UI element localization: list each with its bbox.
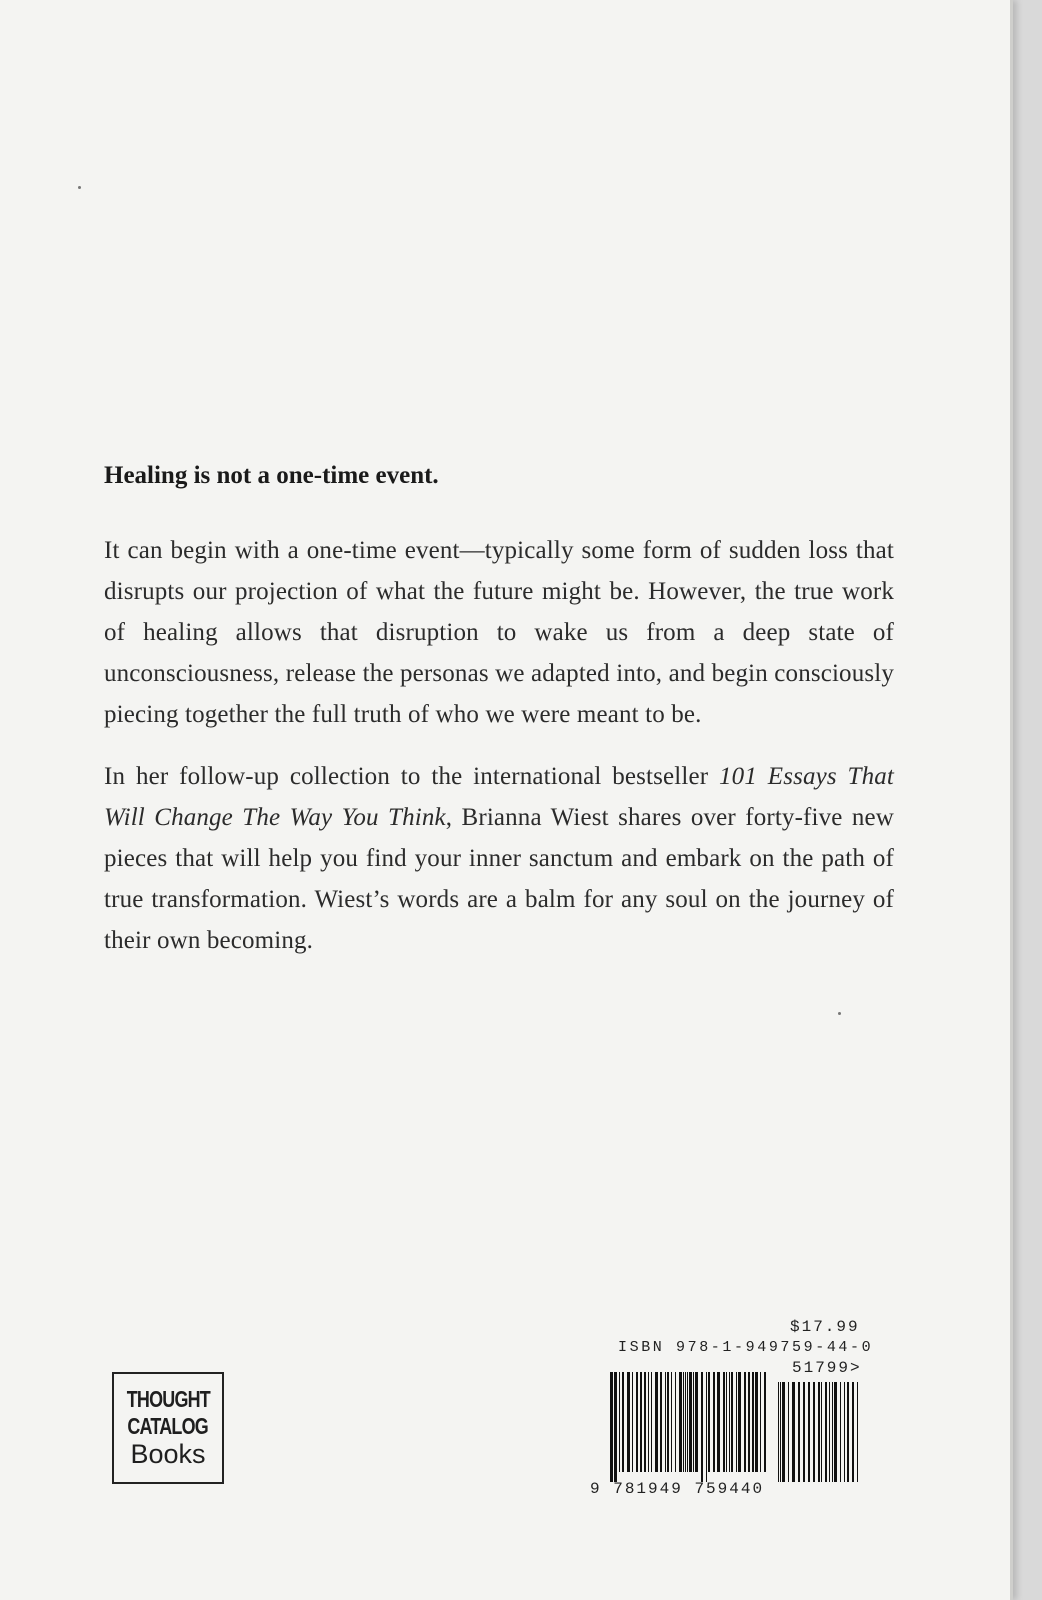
paragraph-2-rest: , Brianna Wiest shares over forty-five new pieces that will help you find your inner sanctum and embark on the path of true transformation. Wiest’s words are a balm for any soul on the journey of their own becoming. — [104, 804, 894, 954]
barcode-bar — [798, 1382, 800, 1482]
barcode-bar — [780, 1382, 781, 1482]
barcode-bar — [782, 1382, 785, 1482]
barcode-bar — [689, 1372, 692, 1472]
barcode-bar — [852, 1382, 854, 1482]
barcode-bar — [648, 1372, 649, 1472]
paper-speck — [838, 1012, 841, 1015]
barcode-bar — [764, 1372, 766, 1472]
barcode-bar — [808, 1382, 810, 1482]
blurb-paragraph-1: It can begin with a one-time event—typically some form of sudden loss that disrupts our projection of what the future might be. However, the true work of healing allows that disruption to wake us from a deep state of unconsciousness, release the personas we adapted into, and begin consciously piecing together the full truth of who we were meant to be. — [104, 537, 894, 728]
barcode-bar — [723, 1372, 725, 1472]
barcode-bar — [788, 1382, 789, 1482]
barcode-bar — [695, 1372, 698, 1472]
barcode-bar — [614, 1372, 617, 1482]
barcode-bar — [832, 1382, 833, 1482]
barcode-bar — [818, 1382, 820, 1482]
barcode-bar — [636, 1372, 638, 1472]
barcode-bar — [744, 1372, 746, 1472]
barcode-bar — [701, 1372, 703, 1482]
barcode-bar — [752, 1372, 754, 1472]
barcode-bar — [685, 1372, 686, 1472]
barcode-bar — [644, 1372, 646, 1472]
barcode-bar — [844, 1382, 845, 1482]
barcode-bar — [687, 1372, 688, 1472]
barcode-bar — [760, 1372, 761, 1472]
barcode-bar — [821, 1382, 822, 1482]
barcode-bar — [829, 1382, 830, 1482]
logo-line-thought: THOUGHT — [126, 1386, 210, 1412]
barcode-digits — [590, 1480, 764, 1498]
barcode-bar — [729, 1372, 730, 1472]
barcode-bar — [667, 1372, 669, 1472]
price-label: $17.99 — [790, 1318, 860, 1336]
barcode-bar — [731, 1372, 733, 1472]
barcode-bar — [778, 1382, 779, 1482]
barcode-bar — [632, 1372, 633, 1472]
barcode-bar — [619, 1372, 620, 1472]
barcode-bar — [675, 1372, 676, 1472]
barcode-bar — [693, 1372, 694, 1472]
barcode-bar — [640, 1372, 642, 1472]
logo-line-catalog: CATALOG — [127, 1413, 209, 1439]
barcode-bar — [660, 1372, 662, 1472]
publisher-logo — [112, 1372, 224, 1484]
barcode-bar — [627, 1372, 630, 1472]
barcode — [608, 1360, 866, 1500]
barcode-bar — [847, 1382, 849, 1482]
barcode-bar — [683, 1372, 684, 1472]
barcode-bar — [708, 1372, 710, 1472]
isbn-label: ISBN 978-1-949759-44-0 — [618, 1339, 874, 1356]
barcode-bar — [813, 1382, 815, 1482]
barcode-bar — [738, 1372, 741, 1472]
barcode-bar — [803, 1382, 805, 1482]
paragraph-2-intro: In her follow-up collection to the international bestseller — [104, 763, 720, 790]
barcode-bar — [857, 1382, 858, 1482]
blurb-headline: Healing is not a one-time event. — [104, 462, 439, 489]
barcode-bar — [679, 1372, 682, 1472]
barcode-bar — [671, 1372, 672, 1472]
barcode-bar — [713, 1372, 715, 1472]
barcode-first-digit: 9 — [590, 1480, 602, 1498]
blurb-paragraph-2 — [104, 756, 894, 961]
barcode-bar — [834, 1382, 837, 1482]
barcode-bar — [736, 1372, 737, 1472]
barcode-bar — [840, 1382, 841, 1482]
barcode-bar — [755, 1372, 758, 1472]
blurb — [104, 448, 894, 982]
barcode-digit-group-2: 759440 — [694, 1480, 765, 1498]
price-code-label: 51799> — [792, 1359, 862, 1377]
barcode-bar — [665, 1372, 666, 1472]
logo-line-books: Books — [130, 1439, 206, 1469]
barcode-addon-bars — [778, 1382, 858, 1482]
barcode-bar — [706, 1372, 707, 1482]
barcode-bar — [748, 1372, 750, 1472]
barcode-bar — [610, 1372, 613, 1482]
barcode-bar — [622, 1372, 624, 1472]
barcode-bar — [717, 1372, 720, 1472]
paper-speck — [78, 186, 81, 189]
barcode-bar — [655, 1372, 658, 1472]
barcode-main-bars — [610, 1372, 766, 1482]
barcode-bar — [825, 1382, 827, 1482]
barcode-bar — [726, 1372, 727, 1472]
barcode-digit-group-1: 781949 — [613, 1480, 683, 1498]
referenced-book-title: 101 Essays That Will Change The Way You Think — [104, 763, 895, 831]
barcode-bar — [792, 1382, 795, 1482]
barcode-bar — [651, 1372, 652, 1472]
